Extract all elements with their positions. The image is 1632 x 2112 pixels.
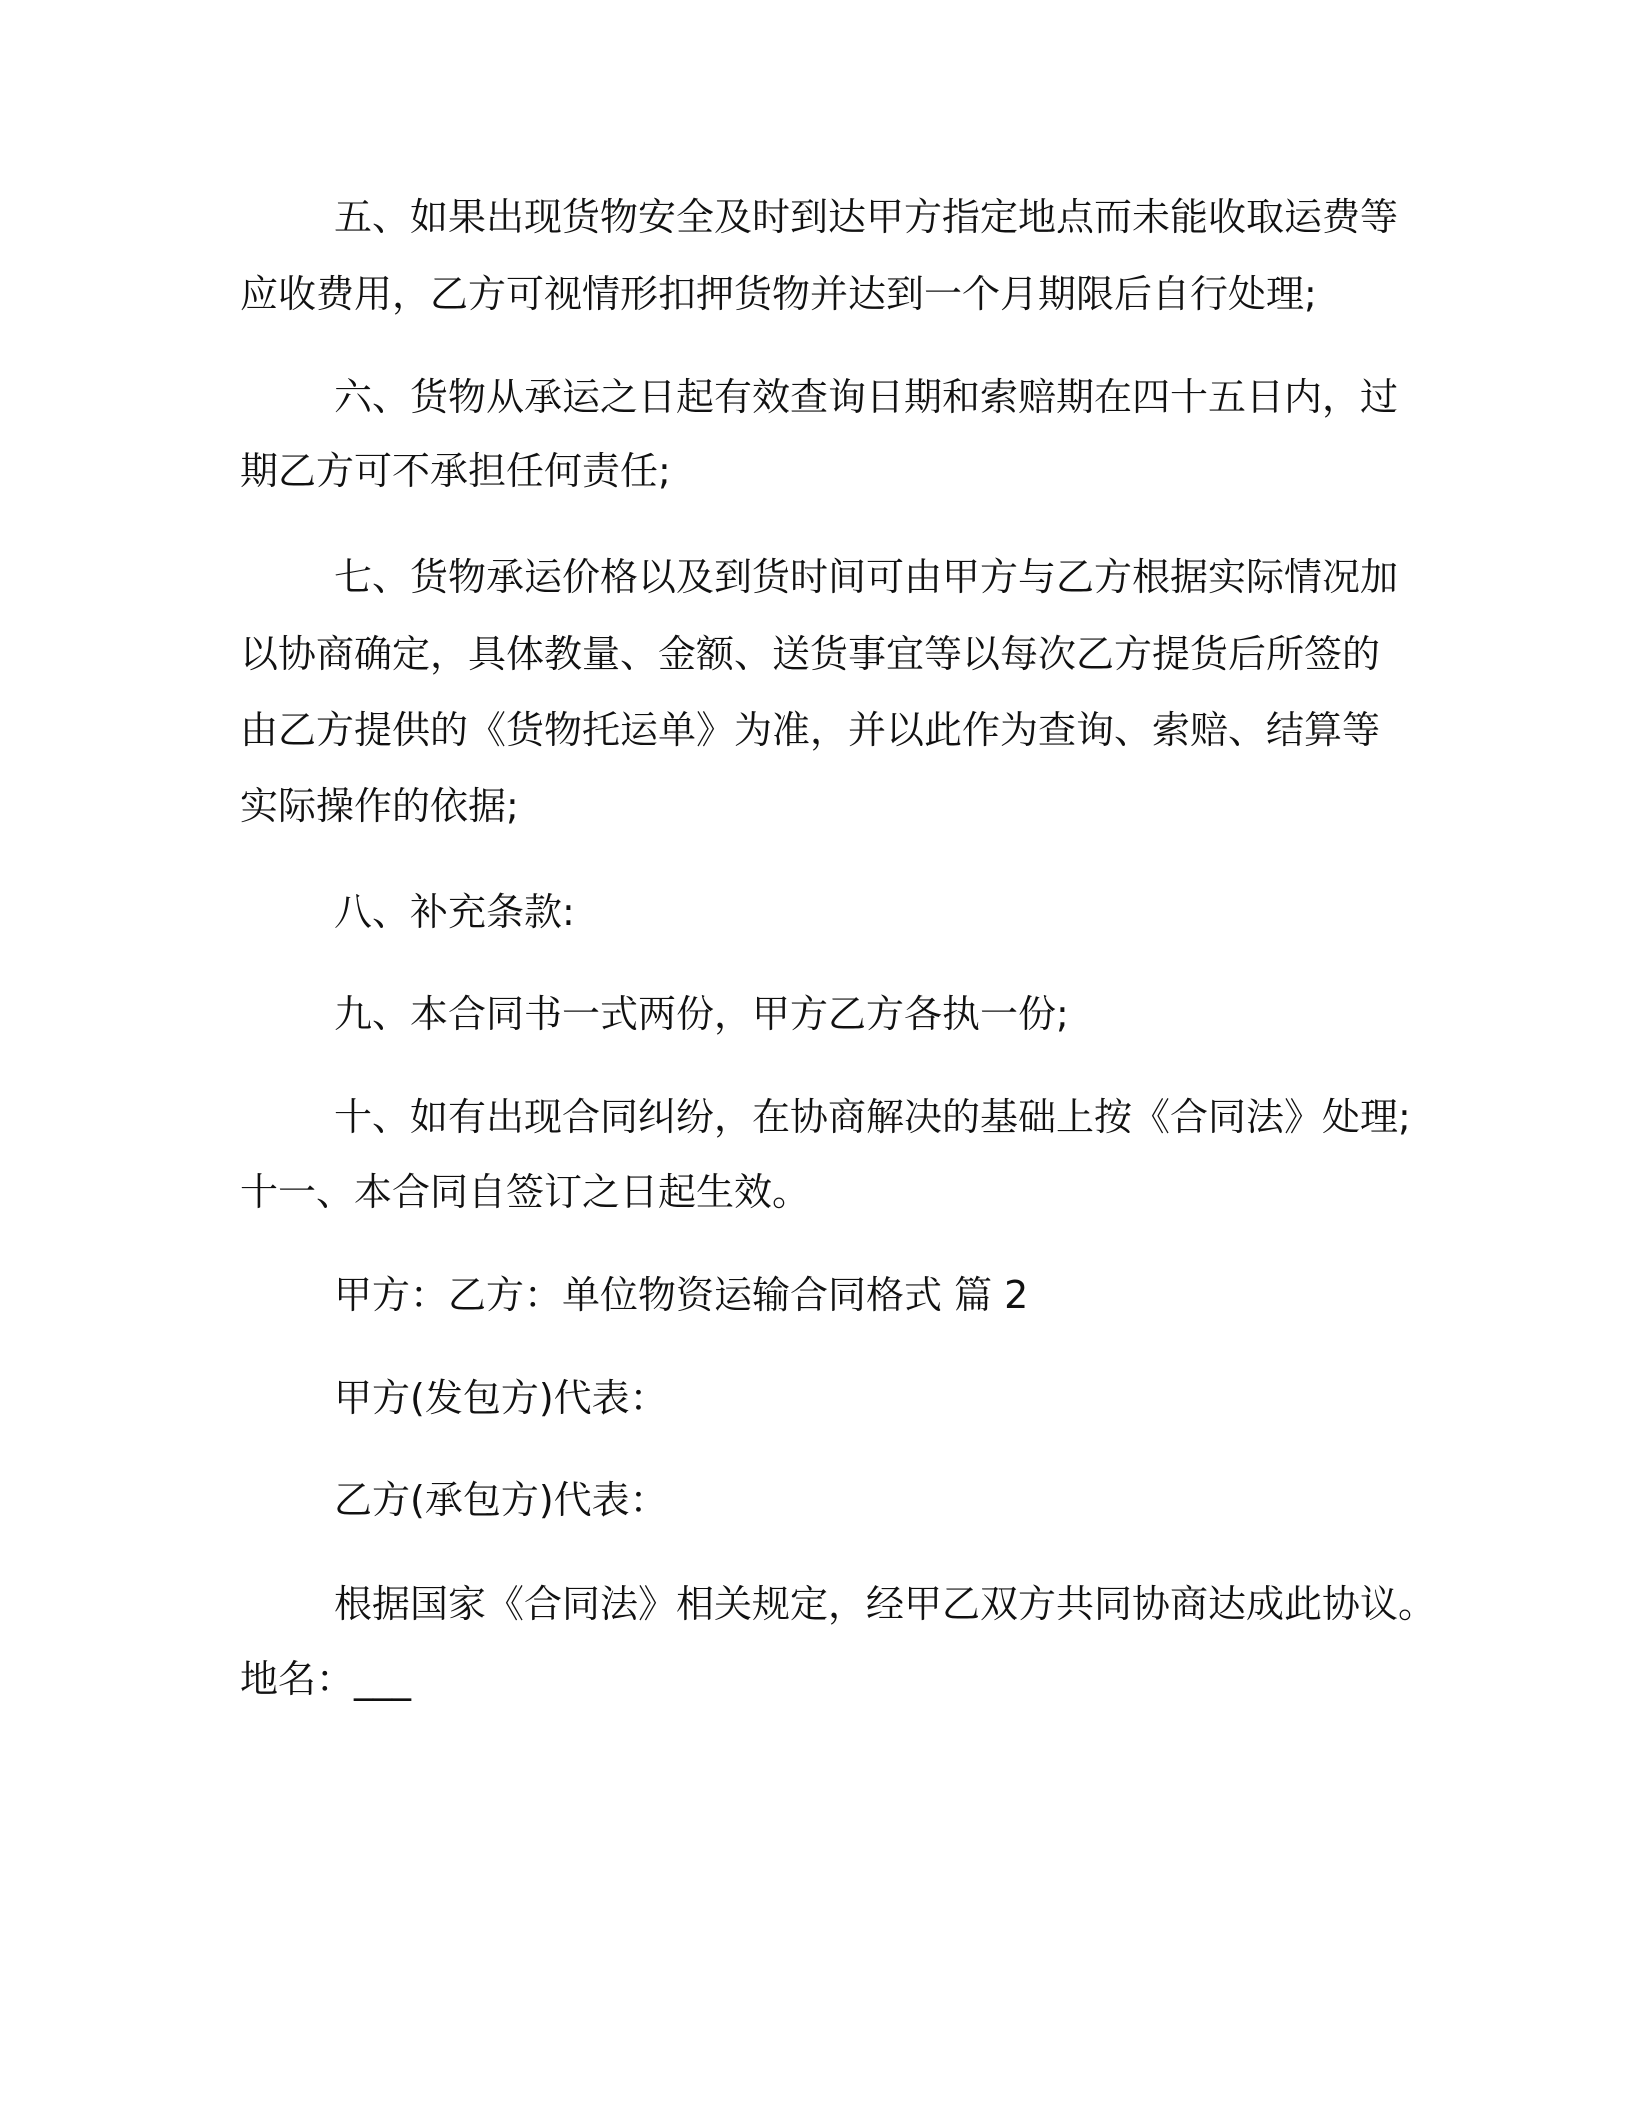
clause-6-line-2: 期乙方可不承担任何责任;	[240, 449, 671, 493]
place-name-field: 地名：___	[240, 1657, 412, 1701]
clause-7-line-4: 实际操作的依据;	[240, 784, 519, 828]
clause-8: 八、补充条款:	[334, 890, 575, 934]
party-b-representative: 乙方(承包方)代表：	[334, 1478, 668, 1522]
clause-5-line-1: 五、如果出现货物安全及时到达甲方指定地点而未能收取运费等	[334, 195, 1399, 239]
clause-9: 九、本合同书一式两份，甲方乙方各执一份;	[334, 992, 1069, 1036]
clause-11: 十一、本合同自签订之日起生效。	[240, 1170, 811, 1214]
party-a-representative: 甲方(发包方)代表：	[334, 1376, 668, 1420]
preamble: 根据国家《合同法》相关规定，经甲乙双方共同协商达成此协议。	[334, 1582, 1437, 1626]
clause-7-line-3: 由乙方提供的《货物托运单》为准，并以此作为查询、索赔、结算等	[240, 708, 1381, 752]
clause-7-line-2: 以协商确定，具体教量、金额、送货事宜等以每次乙方提货后所签的	[240, 632, 1381, 676]
clause-10: 十、如有出现合同纠纷，在协商解决的基础上按《合同法》处理;	[334, 1095, 1411, 1139]
clause-5-line-2: 应收费用，乙方可视情形扣押货物并达到一个月期限后自行处理;	[240, 272, 1317, 316]
signature-line: 甲方：乙方：单位物资运输合同格式 篇 2	[334, 1273, 1029, 1317]
clause-7-line-1: 七、货物承运价格以及到货时间可由甲方与乙方根据实际情况加	[334, 555, 1399, 599]
clause-6-line-1: 六、货物从承运之日起有效查询日期和索赔期在四十五日内，过	[334, 375, 1399, 419]
